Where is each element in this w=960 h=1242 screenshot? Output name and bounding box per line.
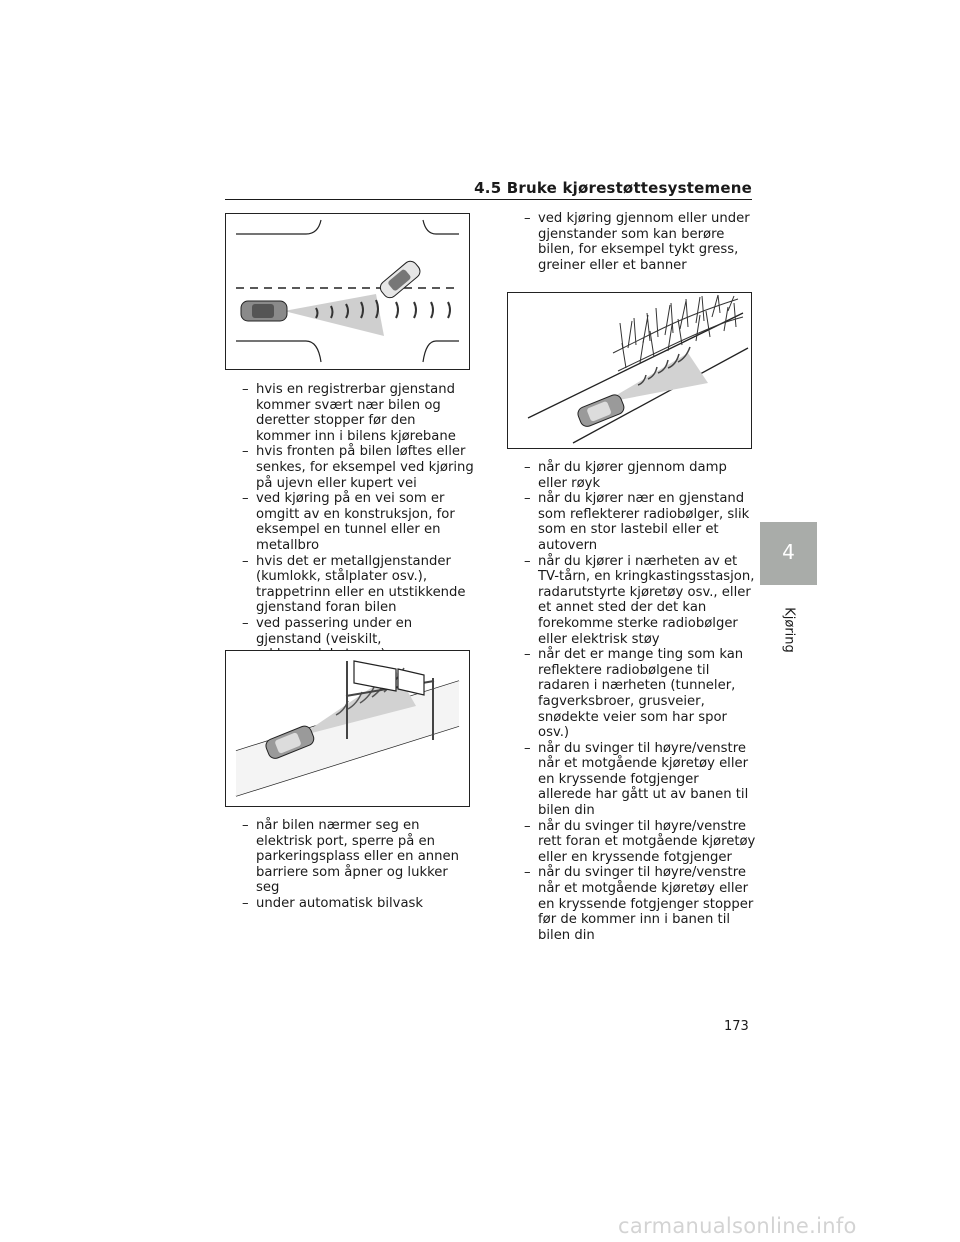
list-item: – under automatisk bilvask bbox=[242, 895, 424, 911]
list-item: – når du kjører i nærheten av et TV-tårn, en kringkastingsstasjon, radarutstyrte kjøretøy osv., eller et annet sted der det kan forekomme sterke radiobølger eller elektrisk støy bbox=[524, 553, 755, 647]
list-item: – hvis det er metallgjenstander (kumlokk, stålplater osv.), trappetrinn eller en utstikkende gjenstand foran bilen bbox=[242, 553, 466, 616]
page-header-title: 4.5 Bruke kjørestøttesystemene bbox=[474, 179, 752, 197]
list-item: – ved kjøring på en vei som er omgitt av en konstruksjon, for eksempel en tunnel eller en metallbro bbox=[242, 491, 455, 553]
page-number: 173 bbox=[724, 1019, 749, 1034]
right-list-a bbox=[524, 211, 756, 273]
right-list-b bbox=[524, 460, 756, 943]
list-item: – ved passering under en gjenstand (veiskilt, bbox=[242, 615, 413, 647]
list-item: – hvis fronten på bilen løftes eller senkes, for eksempel ved kjøring på ujevn eller kupert vei bbox=[242, 444, 474, 491]
intersection-illustration bbox=[226, 214, 469, 369]
list-item: – når bilen nærmer seg en elektrisk port, sperre på en parkeringsplass eller en annen barriere som åpner og lukker seg bbox=[242, 818, 459, 896]
list-item: – når du kjører nær en gjenstand som reflekterer radiobølger, slik som en stor lastebil eller et autovern bbox=[524, 491, 750, 553]
figure-tall-grass bbox=[507, 292, 752, 449]
header-rule bbox=[225, 199, 752, 200]
tall-grass-illustration bbox=[508, 293, 751, 448]
left-list-a bbox=[242, 382, 474, 663]
list-item: – hvis en registrerbar gjenstand kommer svært nær bilen og deretter stopper før den kommer inn i bilens kjørebane bbox=[242, 382, 456, 444]
list-item: – når du svinger til høyre/venstre når et motgående kjøretøy eller en kryssende fotgjenger allerede har gått ut av banen til bilen din bbox=[524, 740, 749, 819]
left-list-b bbox=[242, 818, 474, 912]
overhead-sign-illustration bbox=[226, 651, 469, 806]
list-item: – når det er mange ting som kan reflektere radiobølgene til radaren i nærheten (tunneler, fagverksbroer, grusveier, snødekte veier som har spor osv.) bbox=[524, 647, 744, 741]
watermark: carmanualsonline.info bbox=[618, 1214, 857, 1238]
list-item: – når du svinger til høyre/venstre når et motgående kjøretøy eller en kryssende fotgjenger stopper før de kommer inn i banen til bilen din bbox=[524, 865, 754, 943]
figure-overhead-sign bbox=[225, 650, 470, 807]
list-item: – når du kjører gjennom damp eller røyk bbox=[524, 460, 727, 491]
list-item: – når du svinger til høyre/venstre rett foran et motgående kjøretøy eller en kryssende fotgjenger bbox=[524, 818, 756, 865]
chapter-number: 4 bbox=[782, 540, 795, 564]
list-item: – ved kjøring gjennom eller under gjenstander som kan berøre bilen, for eksempel tykt gress, greiner eller et banner bbox=[524, 211, 750, 273]
chapter-label: Kjøring bbox=[781, 607, 796, 653]
figure-intersection-radar bbox=[225, 213, 470, 370]
